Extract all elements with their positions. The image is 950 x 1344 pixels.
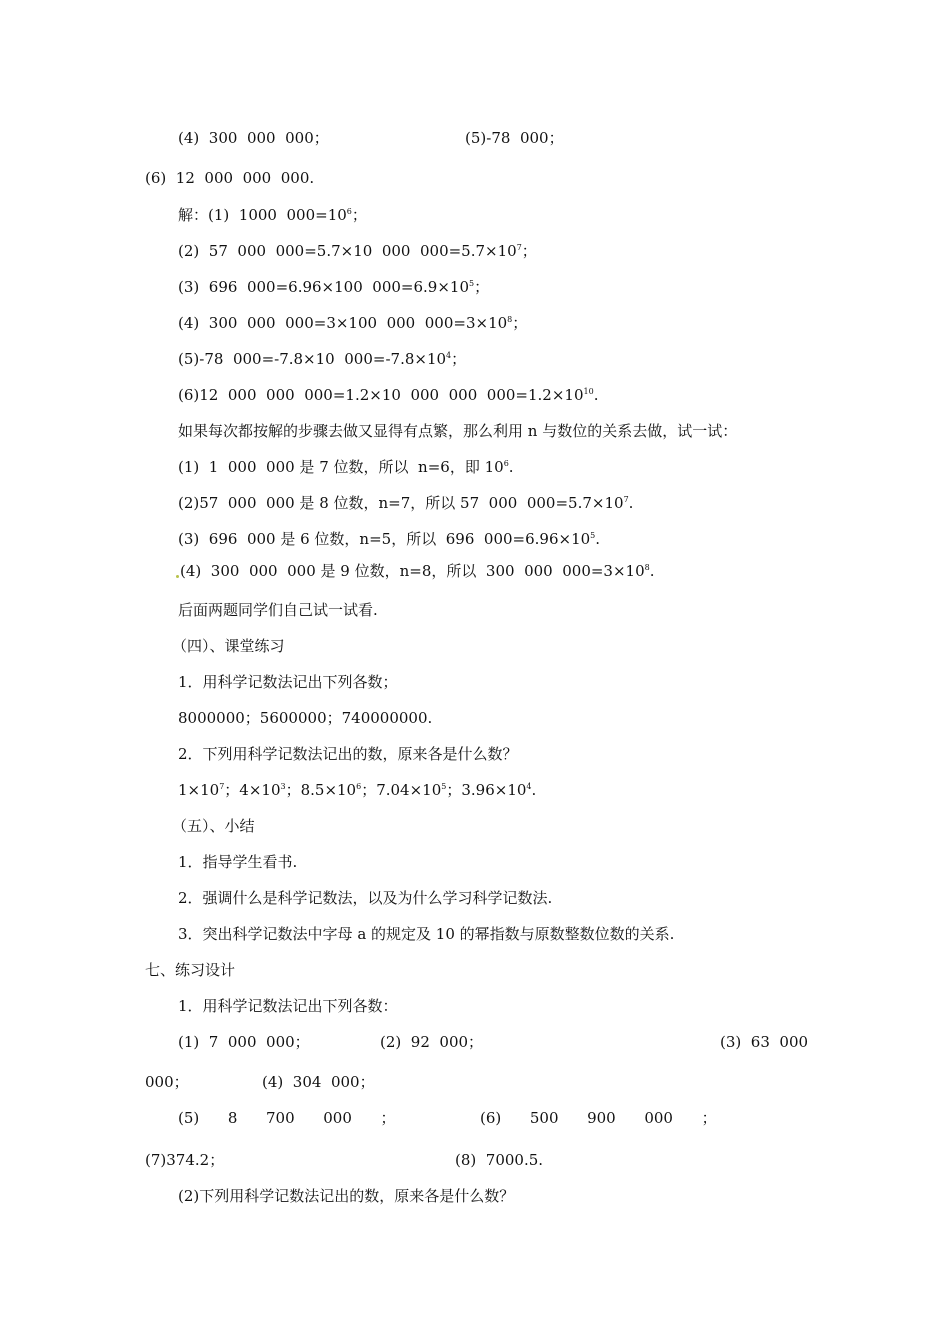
item-4: (4) 300 000 000； — [178, 129, 329, 147]
exercise-1: 1．用科学记数法记出下列各数； — [178, 673, 398, 691]
summary-2: 2．强调什么是科学记数法，以及为什么学习科学记数法. — [178, 889, 553, 907]
practice-item-1: (1) 7 000 000； — [178, 1033, 310, 1051]
solution-5: (5)-78 000=-7.8×10 $000=-7.8\times 10^4$； — [178, 350, 467, 368]
summary-1: 1．指导学生看书. — [178, 853, 298, 871]
practice-1: 1．用科学记数法记出下列各数： — [178, 997, 398, 1015]
solution-2: (2) 57 000 000=5.7×10 000 $000=5.7\times 10^7$； — [178, 242, 537, 260]
item-5: (5)-78 000； — [465, 129, 564, 147]
method-4: (4) 300 000 000 是 9 位数，n=8，所以 300 000 $000=3\times 10^8$. — [175, 561, 655, 581]
method-1: (1) 1 000 000 是 7 位数，所以 n=6，即 $10^6$. — [178, 458, 514, 476]
solution-6: (6)12 000 000 000=1.2×10 000 000 $000=1.2\times 10^{10}$. — [178, 386, 599, 404]
solution-1: 解：(1) 1000 $000=10^6$； — [178, 206, 367, 224]
exercise-2-numbers: $1\times 10^7$；$4\times 10^3$；$8.5\times 10^6$；$7.04\times 10^5$；$3.96\times 10^4$. — [178, 781, 537, 799]
solution-3: (3) 696 000=6.96×100 $000=6.9\times 10^5$； — [178, 278, 490, 296]
solution-4: (4) 300 000 000=3×100 000 $000=3\times 10^8$； — [178, 314, 528, 332]
item-6: (6) 12 000 000 000. — [145, 169, 315, 187]
method-intro: 如果每次都按解的步骤去做又显得有点繁，那么利用 n 与数位的关系去做，试一试： — [178, 422, 738, 440]
practice-item-3-cont: 000； — [145, 1073, 189, 1091]
exercise-2: 2．下列用科学记数法记出的数，原来各是什么数？ — [178, 745, 518, 763]
practice-2: (2)下列用科学记数法记出的数，原来各是什么数？ — [178, 1187, 515, 1205]
practice-item-3: (3) 63 000 — [720, 1033, 809, 1051]
section-7-heading: 七、练习设计 — [145, 961, 236, 979]
method-2: (2)57 000 000 是 8 位数，n=7，所以 57 000 $000=5.7\times 10^7$. — [178, 494, 634, 512]
practice-item-8: (8) 7000.5. — [455, 1151, 544, 1169]
section-5-heading: （五）、小结 — [172, 817, 255, 835]
practice-item-2: (2) 92 000； — [380, 1033, 484, 1051]
dot-mark — [176, 575, 179, 578]
practice-item-7: (7)374.2； — [145, 1151, 225, 1169]
summary-3: 3．突出科学记数法中字母 a 的规定及 10 的幂指数与原数整数位数的关系. — [178, 925, 675, 943]
practice-item-4: (4) 304 000； — [262, 1073, 375, 1091]
practice-item-6: (6) 500 900 000 ； — [480, 1109, 717, 1127]
practice-item-5: (5) 8 700 000 ； — [178, 1109, 396, 1127]
exercise-1-numbers: 8000000；5600000；740000000. — [178, 709, 433, 727]
method-3: (3) 696 000 是 6 位数，n=5，所以 696 $000=6.96\times 10^5$. — [178, 530, 601, 548]
self-try-note: 后面两题同学们自己试一试看. — [178, 601, 378, 619]
section-4-heading: （四）、课堂练习 — [172, 637, 285, 655]
